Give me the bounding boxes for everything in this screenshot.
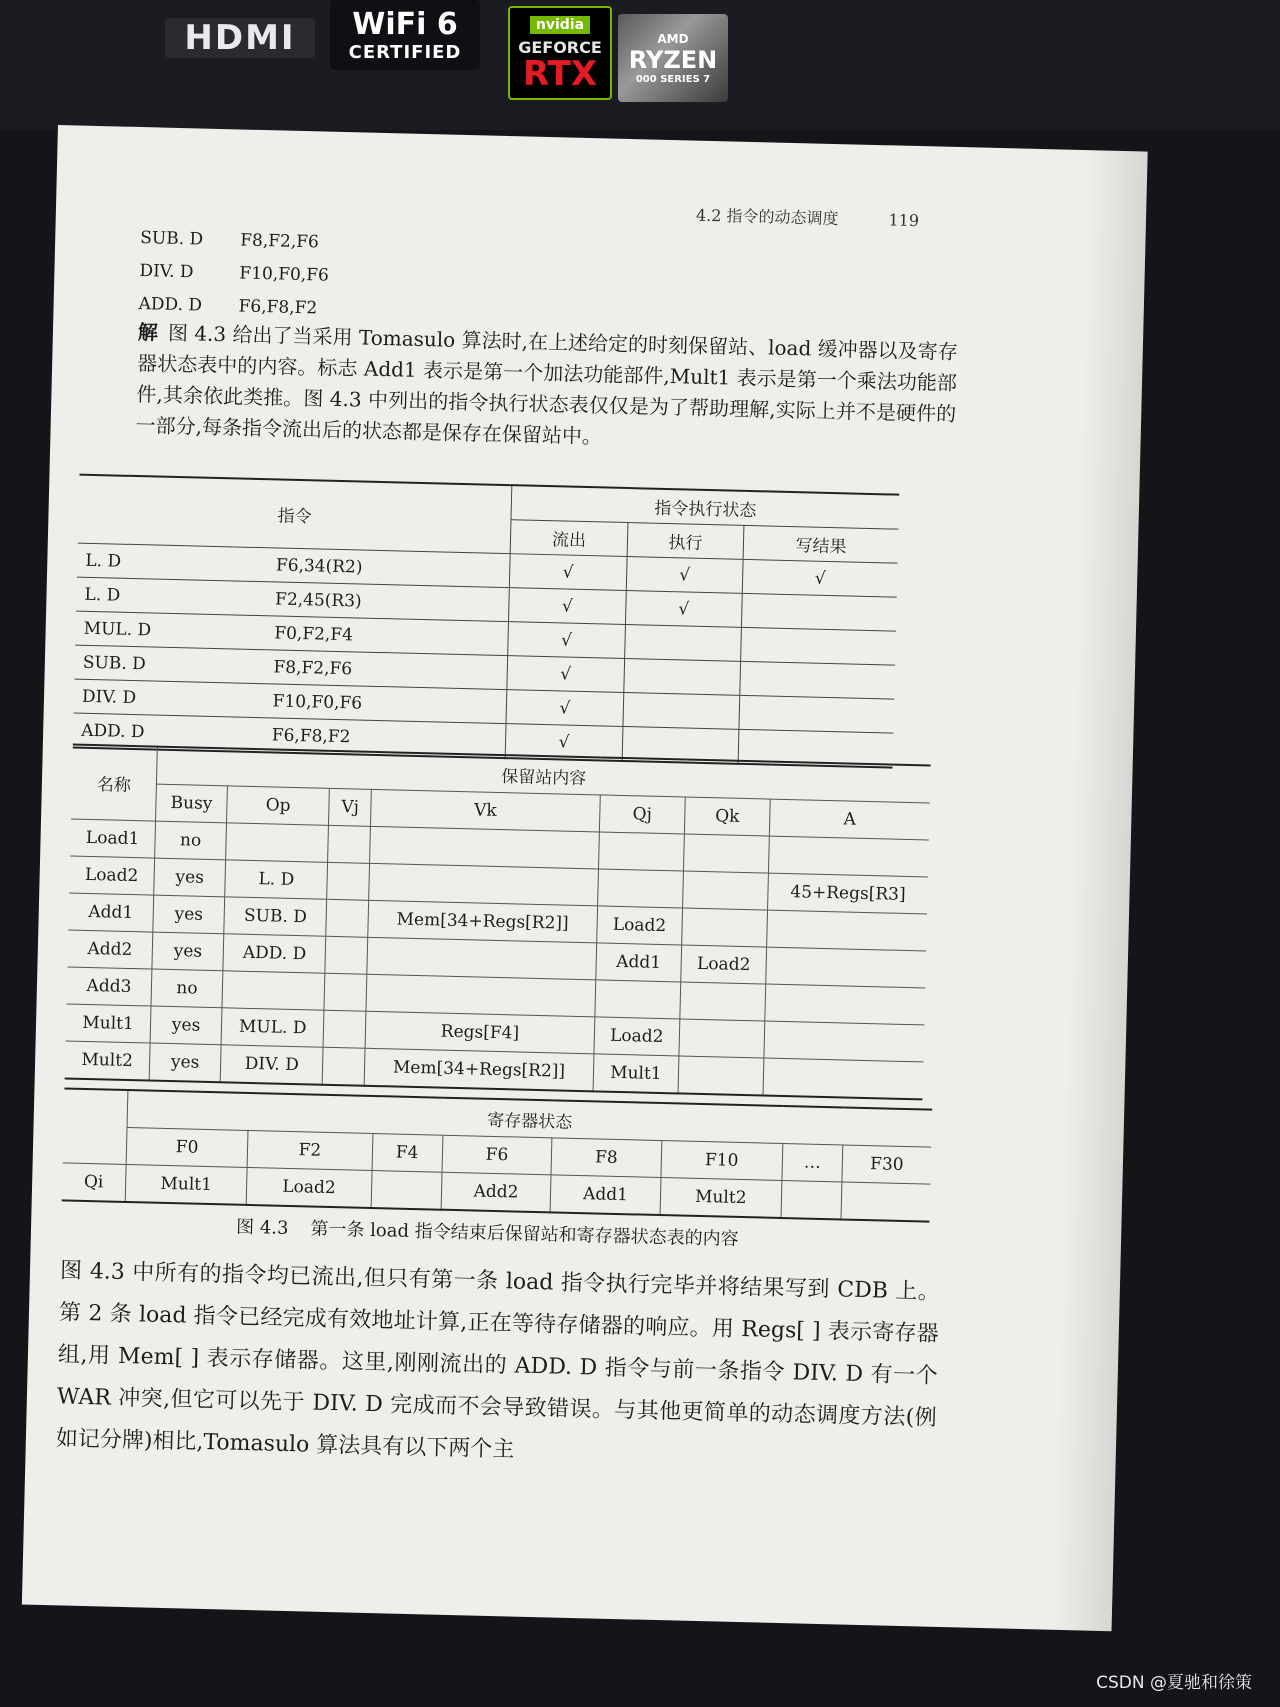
reg-row-label: Qi: [62, 1163, 126, 1202]
instr-args: F8,F2,F6: [265, 650, 508, 690]
rs-vk: Mem[34+Regs[R2]]: [364, 1048, 594, 1091]
issue-check: √: [510, 554, 627, 591]
header-instruction: 指令: [78, 475, 512, 554]
issue-check: √: [507, 656, 624, 693]
issue-check: √: [508, 622, 625, 659]
figure-caption-text: 第一条 load 指令结束后保留站和寄存器状态表的内容: [310, 1218, 739, 1250]
rs-op: [226, 823, 329, 862]
rs-vk: [366, 974, 596, 1017]
csdn-watermark: CSDN @夏驰和徐策: [1096, 1673, 1252, 1693]
rs-op: DIV. D: [220, 1045, 323, 1085]
reg-val-f4: [371, 1170, 442, 1209]
rs-name: Mult2: [65, 1041, 150, 1081]
rs-vj: [325, 936, 368, 974]
register-status-table: [62, 1087, 933, 1222]
running-head-title: 4.2 指令的动态调度: [695, 205, 839, 229]
rs-name: Add2: [67, 930, 152, 969]
rs-op: L. D: [225, 860, 328, 899]
rs-vk: Regs[F4]: [365, 1011, 595, 1054]
header-write-result: 写结果: [743, 525, 898, 563]
exec-check: √: [626, 557, 743, 594]
rs-a: 45+Regs[R3]: [768, 873, 928, 914]
amd-brand: AMD: [657, 31, 689, 46]
issue-check: √: [505, 724, 622, 761]
header-name: 名称: [71, 745, 157, 822]
instr-op: L. D: [76, 577, 267, 616]
header-issue: 流出: [510, 520, 627, 557]
rs-busy: no: [155, 821, 227, 860]
instruction-status-table: [73, 474, 899, 769]
rs-qj: Mult1: [593, 1054, 679, 1094]
reg-val-f10: Mult2: [660, 1178, 782, 1218]
issue-check: √: [506, 690, 623, 727]
reg-col-f6: F6: [442, 1135, 552, 1175]
amd-ryzen-sticker: [618, 14, 728, 102]
reg-val-ellipsis: [781, 1180, 842, 1219]
rs-name: Load1: [70, 819, 155, 858]
code-op: ADD. D: [138, 294, 203, 316]
instr-op: SUB. D: [74, 645, 265, 684]
write-check: [739, 695, 894, 733]
rs-qj: [595, 980, 681, 1019]
instr-op: ADD. D: [73, 713, 264, 752]
rs-qj: [598, 832, 684, 871]
rs-name: Load2: [69, 856, 154, 895]
rs-a: [763, 1058, 923, 1099]
reg-col-f4: F4: [372, 1133, 443, 1172]
rs-qk: [678, 1056, 764, 1096]
rs-qj: [597, 869, 683, 908]
write-check: [740, 661, 895, 699]
nvidia-sticker: [508, 6, 612, 100]
exec-check: [623, 692, 740, 729]
code-args: F8,F2,F6: [239, 230, 320, 253]
write-check: [742, 593, 897, 631]
reg-col-f30: F30: [842, 1145, 931, 1184]
reg-col-f2: F2: [247, 1130, 372, 1170]
code-op: DIV. D: [139, 261, 194, 283]
header-exec-status: 指令执行状态: [511, 485, 899, 529]
rs-qk: [680, 982, 766, 1021]
rs-busy: no: [151, 969, 223, 1008]
header-execute: 执行: [627, 523, 744, 560]
write-check: √: [743, 559, 898, 597]
solution-marker: 解: [137, 320, 159, 345]
body-paragraph: 图 4.3 中所有的指令均已流出,但只有第一条 load 指令执行完毕并将结果写到 CDB 上。第 2 条 load 指令已经完成有效地址计算,正在等待存储器的响应。用 Regs[ ] 表示寄存器组,用 Mem[ ] 表示存储器。这里,刚刚流出的 ADD. D 指令与前一条指令 DIV. D 有一个 WAR 冲突,但它可以先于 DIV. D 完成而不会导致错误。与其他更简单的动态调度方法(例如记分牌)相比,Tomasulo 算法具有以下两个主: [55, 1258, 941, 1463]
rs-qk: Load2: [681, 945, 767, 984]
page-shadow: [1052, 150, 1148, 1631]
rs-vj: [327, 862, 370, 900]
exec-check: √: [625, 591, 742, 628]
rs-vk: [367, 937, 597, 980]
hdmi-sticker: [165, 18, 315, 58]
solution-paragraph: [135, 317, 958, 461]
rs-name: Add3: [67, 967, 152, 1006]
reg-col-f8: F8: [551, 1138, 661, 1178]
reg-val-f30: [841, 1182, 930, 1222]
instr-op: L. D: [77, 543, 268, 582]
rs-vj: [323, 1010, 366, 1048]
rs-vk: Mem[34+Regs[R2]]: [368, 900, 598, 943]
reg-col-f0: F0: [126, 1127, 248, 1167]
code-line: [139, 255, 329, 293]
reg-val-f2: Load2: [246, 1167, 371, 1208]
rs-busy: yes: [152, 932, 224, 971]
rs-vj: [324, 973, 367, 1011]
rs-op: [222, 971, 325, 1010]
page-number: 119: [888, 210, 920, 231]
code-op: SUB. D: [140, 228, 204, 250]
rs-a: [766, 947, 926, 988]
rs-qk: [682, 908, 768, 947]
hdmi-logo-text: HDMI: [184, 18, 296, 58]
col-qj: Qj: [599, 795, 685, 834]
rs-qk: [683, 834, 769, 873]
rs-op: ADD. D: [223, 934, 326, 973]
rs-op: MUL. D: [221, 1008, 324, 1047]
code-listing: [138, 222, 330, 326]
rs-busy: yes: [149, 1043, 221, 1082]
rs-a: [767, 910, 927, 951]
reg-col-ellipsis: …: [782, 1144, 843, 1182]
rs-qj: Load2: [594, 1017, 680, 1056]
write-check: [741, 627, 896, 665]
book-page: [22, 125, 1148, 1631]
instr-args: F2,45(R3): [267, 582, 510, 622]
instr-args: F6,34(R2): [268, 548, 511, 588]
rs-a: [764, 1021, 924, 1062]
rs-vj: [326, 899, 369, 937]
reg-val-f6: Add2: [441, 1172, 551, 1212]
rs-qj: Add1: [596, 943, 682, 982]
issue-check: √: [509, 588, 626, 625]
rs-a: [769, 836, 929, 877]
amd-line2: 000 SERIES 7: [635, 73, 711, 85]
col-vk: Vk: [371, 789, 601, 832]
code-line: [140, 222, 330, 260]
figure-caption: [236, 1213, 739, 1251]
wifi6-sticker: [330, 0, 480, 70]
wifi-line2: CERTIFIED: [348, 42, 462, 63]
rs-busy: yes: [150, 1006, 222, 1045]
rs-qk: [683, 871, 769, 910]
exec-check: [624, 625, 741, 662]
nvidia-brand: nvidia: [530, 16, 590, 34]
col-busy: Busy: [156, 784, 228, 823]
instr-args: F10,F0,F6: [264, 684, 507, 724]
reg-col-f10: F10: [661, 1141, 783, 1181]
col-qk: Qk: [684, 797, 770, 836]
laptop-stickers: [0, 0, 1280, 130]
rs-op: SUB. D: [224, 897, 327, 936]
instr-op: MUL. D: [75, 611, 266, 650]
solution-text: 图 4.3 给出了当采用 Tomasulo 算法时,在上述给定的时刻保留站、load 缓冲器以及寄存器状态表中的内容。标志 Add1 表示是第一个加法功能部件,Mult1 表示是第一个乘法功能部件,其余依此类推。图 4.3 中列出的指令执行状态表仅仅是为了帮助理解,实际上并不是硬件的一部分,每条指令流出后的状态都是保存在保留站中。: [135, 320, 959, 449]
code-args: F10,F0,F6: [239, 263, 330, 286]
rs-busy: yes: [154, 858, 226, 897]
rs-busy: yes: [153, 895, 225, 934]
col-op: Op: [227, 786, 330, 825]
running-head: [696, 203, 920, 231]
col-vj: Vj: [329, 788, 372, 826]
rs-vj: [328, 825, 371, 863]
header-register-status: 寄存器状态: [127, 1090, 932, 1147]
nvidia-line2: RTX: [522, 53, 598, 94]
reg-val-f0: Mult1: [125, 1164, 247, 1204]
figure-label: 图 4.3: [235, 1216, 289, 1239]
reservation-station-table: [65, 744, 931, 1101]
rs-qj: Load2: [597, 906, 683, 945]
reg-val-f8: Add1: [550, 1175, 660, 1215]
rs-a: [765, 984, 925, 1025]
header-rs-contents: 保留站内容: [156, 747, 930, 803]
instr-args: F6,F8,F2: [263, 718, 506, 758]
instr-op: DIV. D: [74, 679, 265, 718]
nvidia-line1: GEFORCE: [518, 37, 602, 57]
instr-args: F0,F2,F4: [266, 616, 509, 656]
amd-line1: RYZEN: [628, 45, 718, 74]
reg-row-spacer: [63, 1088, 128, 1164]
rs-vk: [369, 863, 599, 906]
col-a: A: [769, 799, 929, 840]
wifi-line1: WiFi 6: [352, 7, 458, 42]
code-args: F6,F8,F2: [238, 296, 318, 319]
rs-vk: [370, 826, 600, 869]
rs-qk: [679, 1019, 765, 1058]
rs-name: Add1: [68, 893, 153, 932]
rs-name: Mult1: [66, 1004, 151, 1043]
exec-check: [624, 658, 741, 695]
rs-vj: [322, 1047, 365, 1086]
